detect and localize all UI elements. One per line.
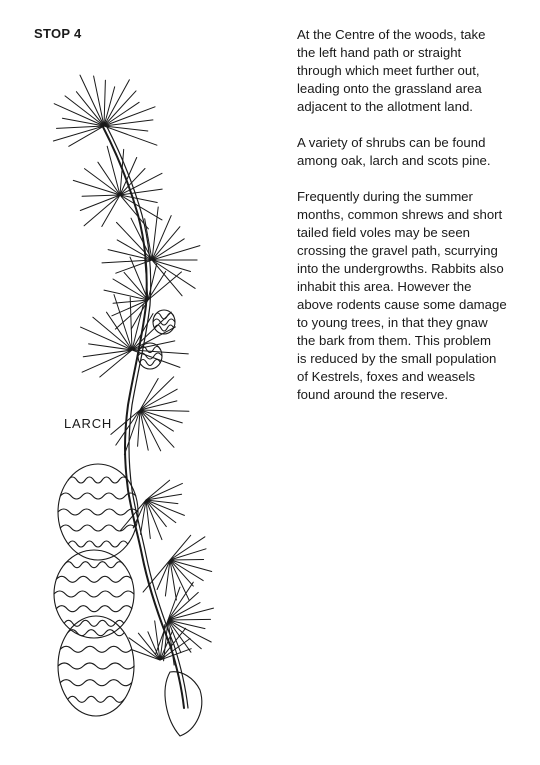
- text-line: A variety of shrubs can be found: [297, 135, 486, 150]
- page-heading: STOP 4: [34, 26, 82, 41]
- text-line: the left hand path or straight: [297, 45, 462, 60]
- text-line: above rodents cause some damage: [297, 297, 507, 312]
- needle-tuft: [156, 582, 214, 665]
- larch-cone: [54, 550, 134, 638]
- text-line: found around the reserve.: [297, 387, 449, 402]
- larch-label: LARCH: [64, 416, 113, 431]
- paragraph-shrubs: [297, 134, 519, 170]
- text-line: adjacent to the allotment land.: [297, 99, 473, 114]
- text-line: tailed field voles may be seen: [297, 225, 471, 240]
- text-line: crossing the gravel path, scurrying: [297, 243, 498, 258]
- needle-tuft: [53, 75, 156, 146]
- needle-tuft: [81, 295, 189, 377]
- needle-tuft: [111, 377, 189, 455]
- larch-branch-illustration: [20, 60, 250, 760]
- text-line: into the undergrowths. Rabbits also: [297, 261, 504, 276]
- text-line: of Kestrels, foxes and weasels: [297, 369, 476, 384]
- text-line: Frequently during the summer: [297, 189, 473, 204]
- text-line: through which meet further out,: [297, 63, 480, 78]
- text-line: inhabit this area. However the: [297, 279, 472, 294]
- text-line: to young trees, in that they gnaw: [297, 315, 488, 330]
- larch-cone: [58, 616, 134, 716]
- text-line: At the Centre of the woods, take: [297, 27, 486, 42]
- paragraph-wildlife: [297, 188, 519, 404]
- larch-cone: [58, 464, 138, 560]
- text-line: leading onto the grassland area: [297, 81, 482, 96]
- larch-cone: [153, 310, 175, 334]
- needle-tuft: [143, 535, 212, 600]
- branch-stem: [102, 125, 188, 708]
- text-line: the bark from them. This problem: [297, 333, 491, 348]
- body-text: [297, 26, 519, 422]
- text-line: is reduced by the small population: [297, 351, 497, 366]
- needle-tuft: [104, 257, 182, 329]
- paragraph-directions: [297, 26, 519, 116]
- text-line: months, common shrews and short: [297, 207, 503, 222]
- text-line: among oak, larch and scots pine.: [297, 153, 491, 168]
